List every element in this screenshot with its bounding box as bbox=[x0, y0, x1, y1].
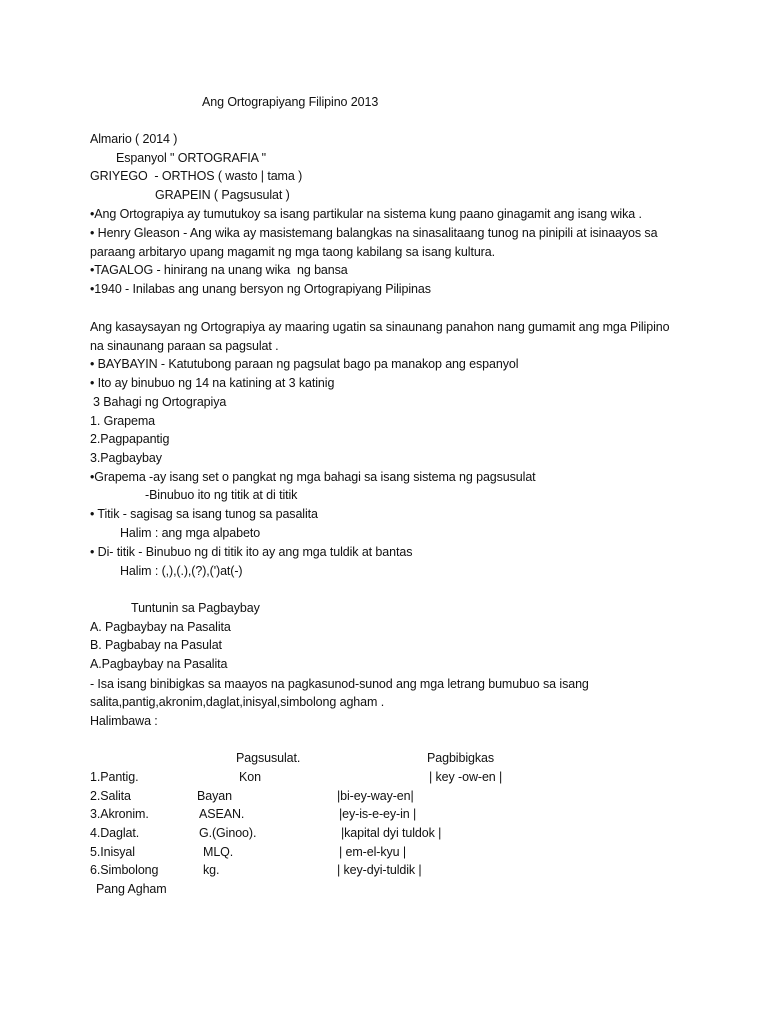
tuntunin-description: salita,pantig,akronim,daglat,inisyal,simbolong agham . bbox=[90, 695, 385, 709]
table-row-label: 5.Inisyal bbox=[90, 845, 135, 859]
di-titik-example: Halim : (,),(.),(?),(')at(-) bbox=[120, 564, 243, 578]
table-row-label: 2.Salita bbox=[90, 789, 131, 803]
bahagi-item: 3.Pagbaybay bbox=[90, 451, 162, 465]
bahagi-item: 2.Pagpapantig bbox=[90, 432, 170, 446]
history-line: • Ito ay binubuo ng 14 na katining at 3 katinig bbox=[90, 376, 335, 390]
table-row-label-continuation: Pang Agham bbox=[96, 882, 167, 896]
table-row-written: MLQ. bbox=[203, 845, 234, 859]
grapema-note: -Binubuo ito ng titik at di titik bbox=[145, 488, 298, 502]
bahagi-item: 1. Grapema bbox=[90, 414, 156, 428]
table-row-written: ASEAN. bbox=[199, 807, 245, 821]
table-row-spoken: | key-dyi-tuldik | bbox=[337, 863, 422, 877]
source-citation: Almario ( 2014 ) bbox=[90, 132, 178, 146]
table-row-spoken: | key -ow-en | bbox=[429, 770, 503, 784]
griyego-line: GRIYEGO - ORTHOS ( wasto | tama ) bbox=[90, 169, 303, 183]
table-row-spoken: |ey-is-e-ey-in | bbox=[339, 807, 417, 821]
di-titik-definition: • Di- titik - Binubuo ng di titik ito ay ang mga tuldik at bantas bbox=[90, 545, 413, 559]
table-header: Pagsusulat. bbox=[236, 751, 301, 765]
table-row-written: Kon bbox=[239, 770, 261, 784]
table-row-label: 6.Simbolong bbox=[90, 863, 159, 877]
table-row-spoken: |kapital dyi tuldok | bbox=[341, 826, 442, 840]
bahagi-heading: 3 Bahagi ng Ortograpiya bbox=[93, 395, 227, 409]
tuntunin-description: - Isa isang binibigkas sa maayos na pagkasunod-sunod ang mga letrang bumubuo sa isang bbox=[90, 677, 589, 691]
table-row-written: Bayan bbox=[197, 789, 232, 803]
tuntunin-item: B. Pagbabay na Pasulat bbox=[90, 638, 222, 652]
titik-definition: • Titik - sagisag sa isang tunog sa pasalita bbox=[90, 507, 318, 521]
definition-line: •1940 - Inilabas ang unang bersyon ng Ortograpiyang Pilipinas bbox=[90, 282, 431, 296]
tuntunin-heading: Tuntunin sa Pagbaybay bbox=[131, 601, 260, 615]
titik-example: Halim : ang mga alpabeto bbox=[120, 526, 261, 540]
halimbawa-label: Halimbawa : bbox=[90, 714, 158, 728]
grapema-definition: •Grapema -ay isang set o pangkat ng mga bahagi sa isang sistema ng pagsusulat bbox=[90, 470, 536, 484]
table-row-label: 1.Pantig. bbox=[90, 770, 139, 784]
table-row-written: kg. bbox=[203, 863, 220, 877]
definition-line: paraang arbitaryo upang magamit ng mga taong kabilang sa isang kultura. bbox=[90, 245, 495, 259]
history-line: • BAYBAYIN - Katutubong paraan ng pagsulat bago pa manakop ang espanyol bbox=[90, 357, 519, 371]
document-title: Ang Ortograpiyang Filipino 2013 bbox=[202, 95, 379, 109]
definition-line: •TAGALOG - hinirang na unang wika ng bansa bbox=[90, 263, 348, 277]
table-row-written: G.(Ginoo). bbox=[199, 826, 257, 840]
history-line: Ang kasaysayan ng Ortograpiya ay maaring ugatin sa sinaunang panahon nang gumamit ang mga Pilipino bbox=[90, 320, 670, 334]
grapein-line: GRAPEIN ( Pagsusulat ) bbox=[155, 188, 290, 202]
table-row-spoken: | em-el-kyu | bbox=[339, 845, 407, 859]
definition-line: •Ang Ortograpiya ay tumutukoy sa isang partikular na sistema kung paano ginagamit ang isang wika . bbox=[90, 207, 642, 221]
table-row-label: 4.Daglat. bbox=[90, 826, 140, 840]
espanyol-line: Espanyol " ORTOGRAFIA " bbox=[116, 151, 266, 165]
table-row-spoken: |bi-ey-way-en| bbox=[337, 789, 414, 803]
table-header: Pagbibigkas bbox=[427, 751, 495, 765]
tuntunin-item: A.Pagbaybay na Pasalita bbox=[90, 657, 228, 671]
table-row-label: 3.Akronim. bbox=[90, 807, 149, 821]
definition-line: • Henry Gleason - Ang wika ay masistemang balangkas na sinasalitaang tunog na pinipili at isinaayos sa bbox=[90, 226, 658, 240]
tuntunin-item: A. Pagbaybay na Pasalita bbox=[90, 620, 231, 634]
history-line: na sinaunang paraan sa pagsulat . bbox=[90, 339, 279, 353]
